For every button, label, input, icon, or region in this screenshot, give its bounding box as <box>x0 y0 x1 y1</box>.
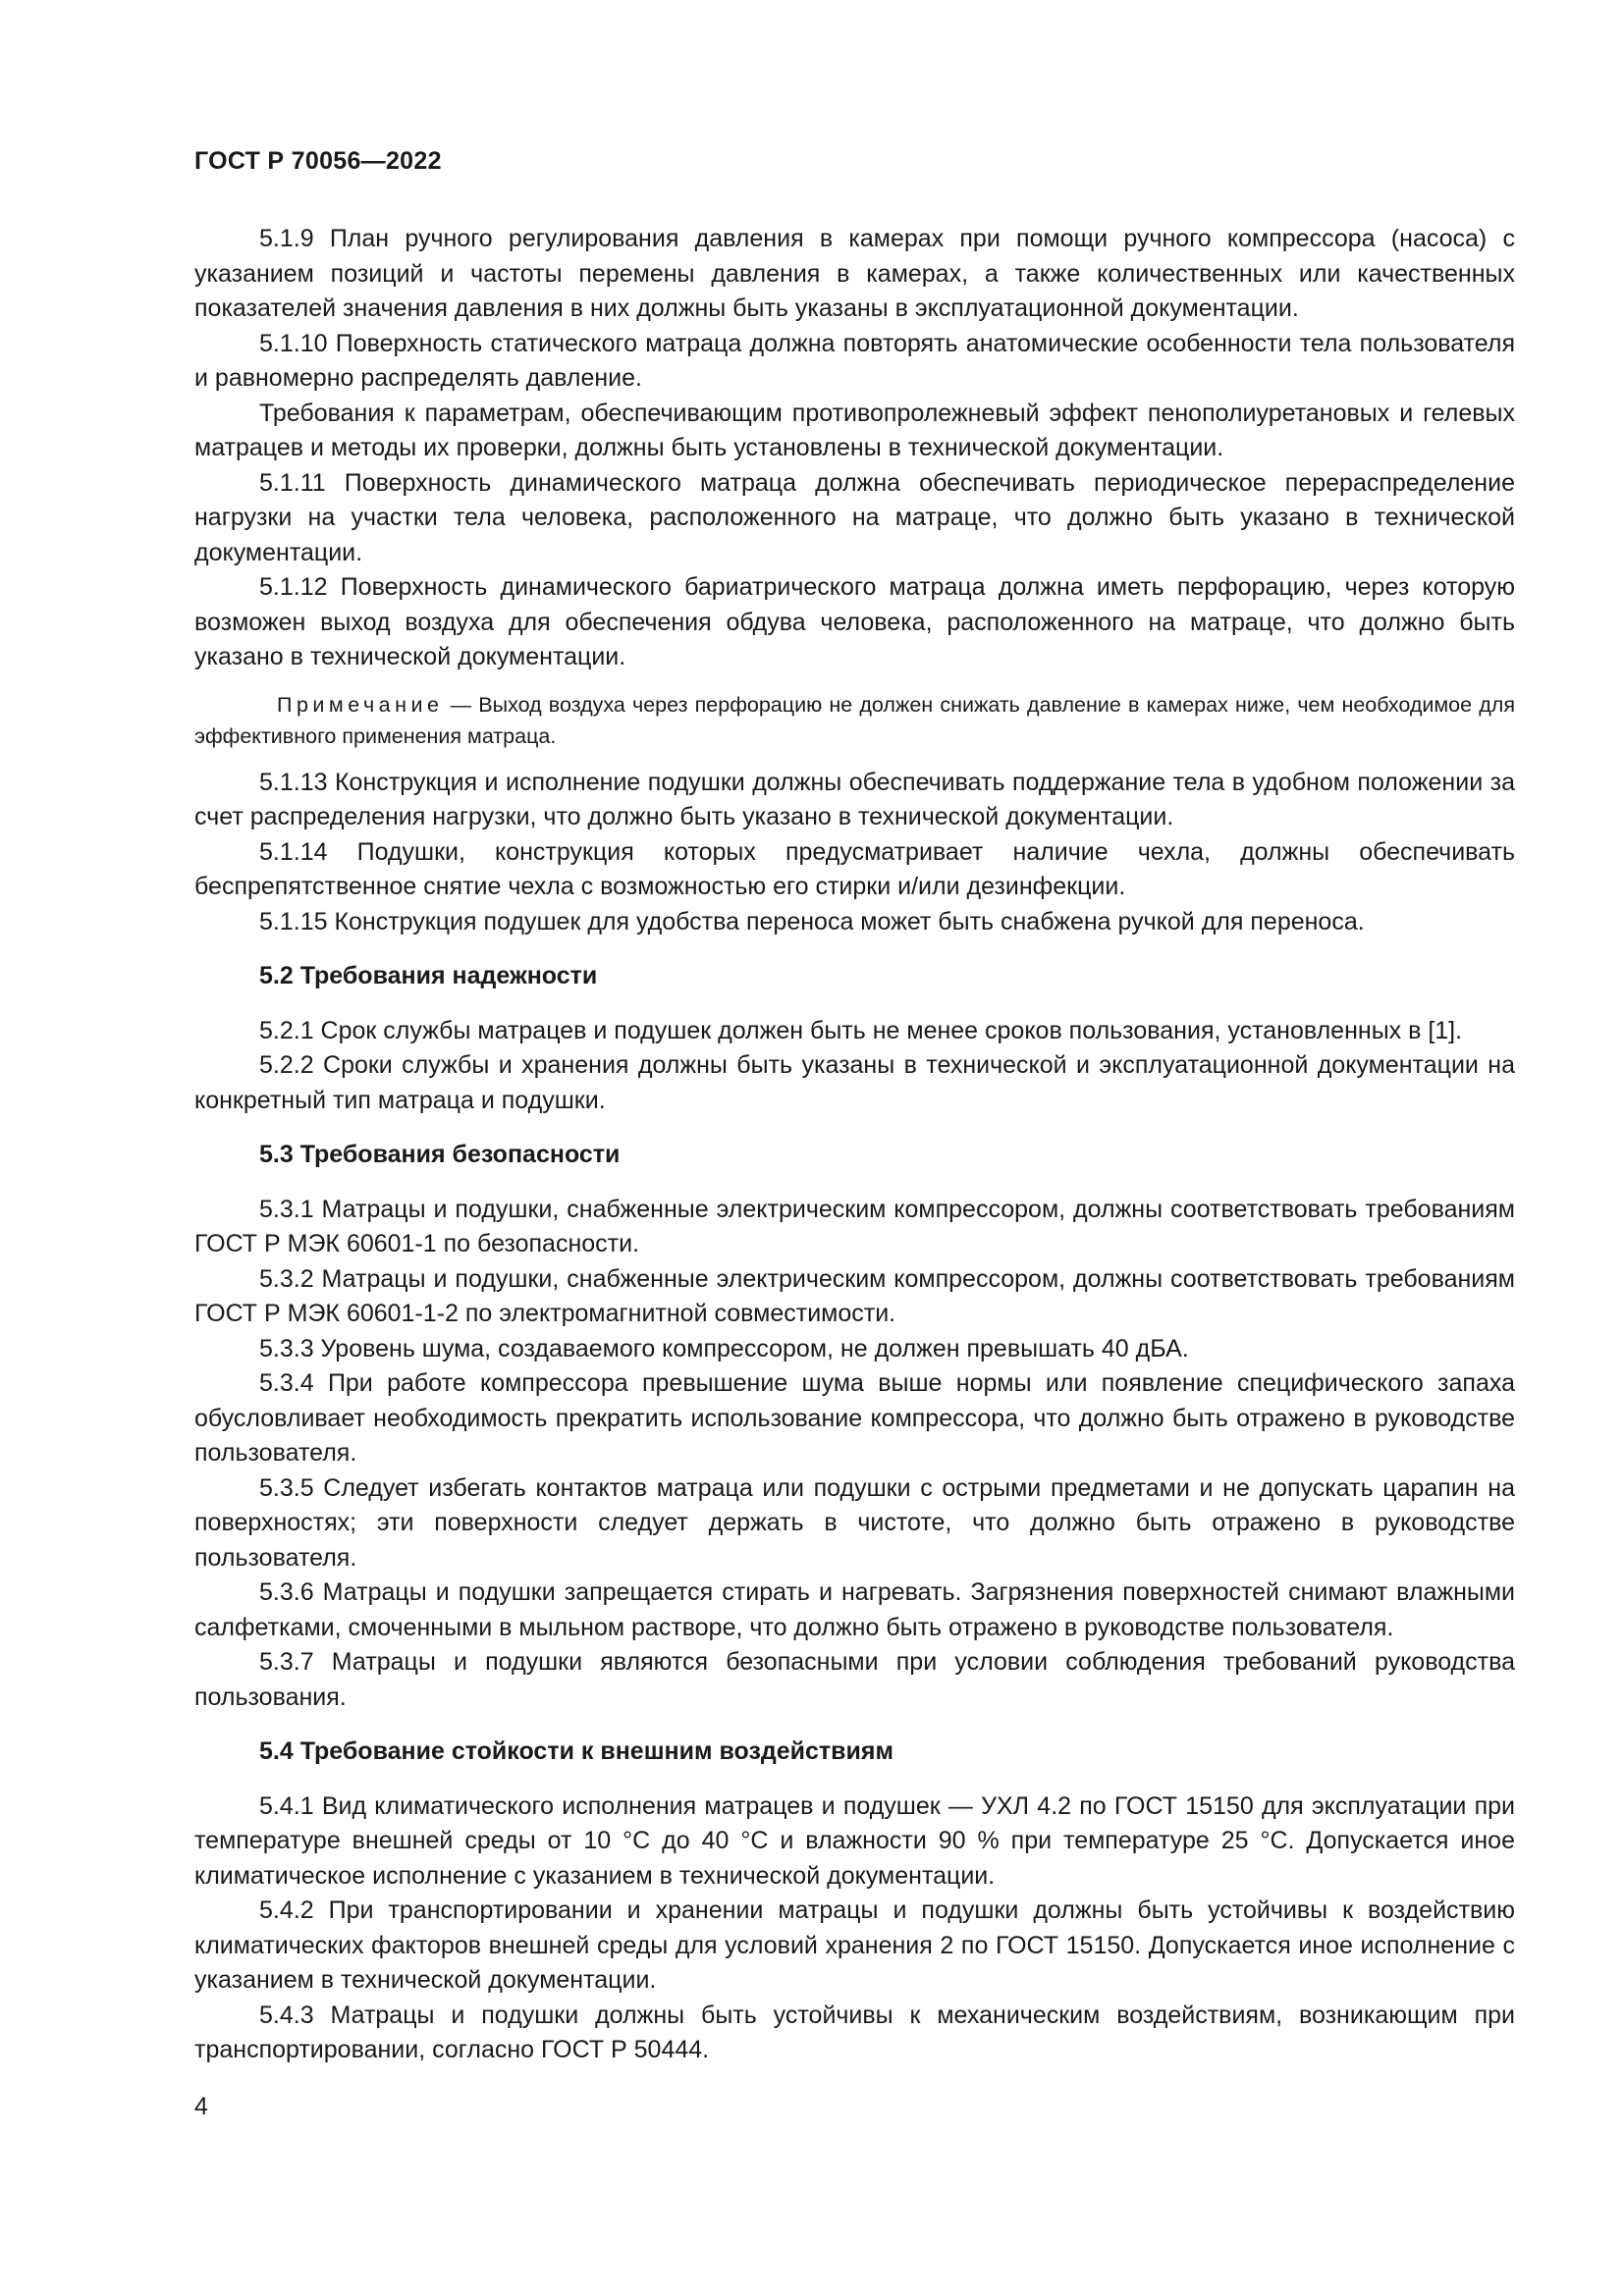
section-heading-5-3: 5.3 Требования безопасности <box>259 1141 621 1168</box>
section-heading-5-2: 5.2 Требования надежности <box>259 962 598 989</box>
paragraph-5-4-1: 5.4.1 Вид климатического исполнения матрацев и подушек — УХЛ 4.2 по ГОСТ 15150 для эксплуатации при температуре внешней среды от 10 °С до 40 °С и влажности 90 % при температуре 25 °С. Допускается иное климатическое исполнение с указанием в технической документации. <box>194 1791 1515 1890</box>
paragraph-5-3-6: 5.3.6 Матрацы и подушки запрещается стирать и нагревать. Загрязнения поверхностей снимают влажными салфетками, смоченными в мыльном растворе, что должно быть отражено в руководстве пользователя. <box>194 1578 1515 1641</box>
paragraph-5-3-5: 5.3.5 Следует избегать контактов матраца или подушки с острыми предметами и не допускать царапин на поверхностях; эти поверхности следует держать в чистоте, что должно быть отражено в руководстве пользователя. <box>194 1473 1515 1572</box>
paragraph-5-3-4: 5.3.4 При работе компрессора превышение шума выше нормы или появление специфического запаха обусловливает необходимость прекратить использование компрессора, что должно быть отражено в руководстве пользователя. <box>194 1369 1515 1467</box>
paragraph-5-2-1: 5.2.1 Срок службы матрацев и подушек должен быть не менее сроков пользования, установленных в [1]. <box>259 1016 1463 1044</box>
paragraph-5-1-12: 5.1.12 Поверхность динамического бариатрического матраца должна иметь перфорацию, через которую возможен выход воздуха для обеспечения обдува человека, расположенного на матраце, что должно быть указано в технической документации. <box>194 573 1515 670</box>
document-page <box>194 0 1515 2296</box>
document-body <box>194 222 1515 2068</box>
paragraph-5-1-15: 5.1.15 Конструкция подушек для удобства переноса может быть снабжена ручкой для переноса. <box>259 907 1365 935</box>
note-label: Примечание <box>277 692 444 717</box>
document-code-header: ГОСТ Р 70056—2022 <box>194 147 442 175</box>
note-text: — Выход воздуха через перфорацию не должен снижать давление в камерах ниже, чем необходимое для эффективного применения матраца. <box>194 692 1515 748</box>
paragraph-5-3-1: 5.3.1 Матрацы и подушки, снабженные электрическим компрессором, должны соответствовать требованиям ГОСТ Р МЭК 60601-1 по безопасности. <box>194 1195 1515 1257</box>
paragraph-5-1-10-requirements: Требования к параметрам, обеспечивающим противопролежневый эффект пенополиуретановых и гелевых матрацев и методы их проверки, должны быть установлены в технической документации. <box>194 399 1515 461</box>
paragraph-5-1-13: 5.1.13 Конструкция и исполнение подушки должны обеспечивать поддержание тела в удобном положении за счет распределения нагрузки, что должно быть указано в технической документации. <box>194 768 1515 830</box>
paragraph-5-4-2: 5.4.2 При транспортировании и хранении матрацы и подушки должны быть устойчивы к воздействию климатических факторов внешней среды для условий хранения 2 по ГОСТ 15150. Допускается иное исполнение с указанием в технической документации. <box>194 1896 1515 1994</box>
paragraph-5-1-14: 5.1.14 Подушки, конструкция которых предусматривает наличие чехла, должны обеспечивать беспрепятственное снятие чехла с возможностью его стирки и/или дезинфекции. <box>194 837 1515 900</box>
section-heading-5-4: 5.4 Требование стойкости к внешним воздействиям <box>259 1737 893 1765</box>
paragraph-5-3-3: 5.3.3 Уровень шума, создаваемого компрессором, не должен превышать 40 дБА. <box>259 1334 1189 1362</box>
paragraph-5-4-3: 5.4.3 Матрацы и подушки должны быть устойчивы к механическим воздействиям, возникающим при транспортировании, согласно ГОСТ Р 50444. <box>194 2001 1515 2063</box>
paragraph-5-1-11: 5.1.11 Поверхность динамического матраца должна обеспечивать периодическое перераспределение нагрузки на участки тела человека, расположенного на матраце, что должно быть указано в технической документации. <box>194 468 1515 566</box>
paragraph-5-2-2: 5.2.2 Сроки службы и хранения должны быть указаны в технической и эксплуатационной документации на конкретный тип матраца и подушки. <box>194 1051 1515 1114</box>
paragraph-5-1-10: 5.1.10 Поверхность статического матраца должна повторять анатомические особенности тела пользователя и равномерно распределять давление. <box>194 329 1515 392</box>
note <box>194 689 1515 752</box>
paragraph-5-1-9: 5.1.9 План ручного регулирования давления в камерах при помощи ручного компрессора (насоса) с указанием позиций и частоты перемены давления в камерах, а также количественных или качественных показателей значения давления в них должны быть указаны в эксплуатационной документации. <box>194 225 1515 322</box>
page-number: 4 <box>194 2093 208 2120</box>
paragraph-5-3-2: 5.3.2 Матрацы и подушки, снабженные электрическим компрессором, должны соответствовать требованиям ГОСТ Р МЭК 60601-1-2 по электромагнитной совместимости. <box>194 1264 1515 1327</box>
paragraph-5-3-7: 5.3.7 Матрацы и подушки являются безопасными при условии соблюдения требований руководства пользования. <box>194 1648 1515 1711</box>
